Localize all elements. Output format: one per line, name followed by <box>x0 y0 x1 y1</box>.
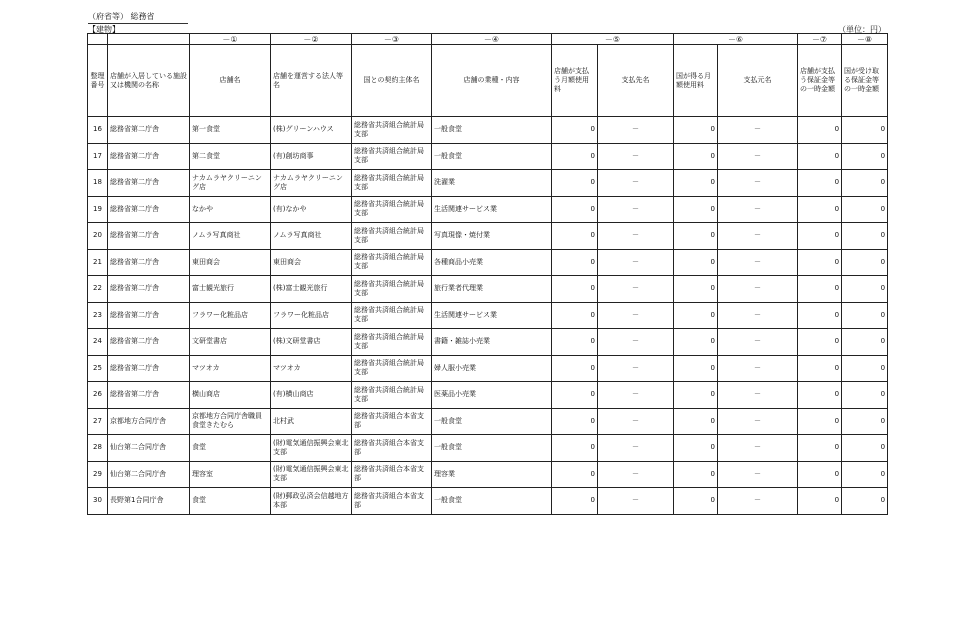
column-header: 整理番号 <box>88 45 108 117</box>
column-code <box>108 34 190 45</box>
cell-rent-received: 0 <box>674 382 718 409</box>
cell-business: 写真現像・焼付業 <box>432 223 552 250</box>
cell-business: 一般食堂 <box>432 435 552 462</box>
cell-contract: 総務省共済組合統計局支部 <box>352 302 432 329</box>
table-row <box>88 382 888 409</box>
cell-business: 生活関連サービス業 <box>432 196 552 223</box>
cell-contract: 総務省共済組合統計局支部 <box>352 249 432 276</box>
cell-business: 一般食堂 <box>432 488 552 515</box>
cell-facility: 総務省第二庁舎 <box>108 276 190 303</box>
cell-rent-received: 0 <box>674 488 718 515</box>
cell-business: 婦人服小売業 <box>432 355 552 382</box>
shop-table <box>87 33 888 515</box>
table-row <box>88 276 888 303</box>
cell-contract: 総務省共済組合統計局支部 <box>352 196 432 223</box>
cell-operator: (財)電気通信振興会東北支部 <box>271 461 352 488</box>
cell-payee: － <box>598 276 674 303</box>
cell-deposit-received: 0 <box>842 143 888 170</box>
cell-contract: 総務省共済組合統計局支部 <box>352 117 432 144</box>
cell-shop: 文研堂書店 <box>190 329 271 356</box>
cell-payee: － <box>598 117 674 144</box>
column-header: 店舗が支払う月額使用料 <box>552 45 598 117</box>
cell-payee: － <box>598 488 674 515</box>
cell-deposit-received: 0 <box>842 196 888 223</box>
cell-deposit-received: 0 <box>842 355 888 382</box>
column-code: －⑥ <box>674 34 798 45</box>
cell-no: 20 <box>88 223 108 250</box>
cell-contract: 総務省共済組合統計局支部 <box>352 143 432 170</box>
cell-payer: － <box>718 382 798 409</box>
cell-contract: 総務省共済組合本省支部 <box>352 408 432 435</box>
cell-no: 27 <box>88 408 108 435</box>
column-code <box>88 34 108 45</box>
cell-rent-received: 0 <box>674 435 718 462</box>
cell-shop: 第二食堂 <box>190 143 271 170</box>
cell-deposit-paid: 0 <box>798 223 842 250</box>
category-label: 【建物】 <box>88 25 120 34</box>
column-code: －③ <box>352 34 432 45</box>
cell-payee: － <box>598 461 674 488</box>
cell-deposit-paid: 0 <box>798 408 842 435</box>
cell-operator: (財)郵政弘済会信越地方本部 <box>271 488 352 515</box>
column-code: －⑦ <box>798 34 842 45</box>
cell-facility: 総務省第二庁舎 <box>108 143 190 170</box>
cell-payer: － <box>718 329 798 356</box>
cell-deposit-paid: 0 <box>798 143 842 170</box>
cell-no: 24 <box>88 329 108 356</box>
cell-rent-paid: 0 <box>552 408 598 435</box>
cell-contract: 総務省共済組合統計局支部 <box>352 329 432 356</box>
cell-payee: － <box>598 408 674 435</box>
table-row <box>88 302 888 329</box>
cell-facility: 仙台第二合同庁舎 <box>108 461 190 488</box>
cell-payer: － <box>718 408 798 435</box>
cell-shop: 東田商会 <box>190 249 271 276</box>
cell-payee: － <box>598 302 674 329</box>
cell-rent-received: 0 <box>674 170 718 197</box>
cell-no: 17 <box>88 143 108 170</box>
cell-rent-paid: 0 <box>552 117 598 144</box>
cell-contract: 総務省共済組合統計局支部 <box>352 382 432 409</box>
cell-no: 23 <box>88 302 108 329</box>
cell-no: 29 <box>88 461 108 488</box>
cell-facility: 京都地方合同庁舎 <box>108 408 190 435</box>
cell-shop: マツオカ <box>190 355 271 382</box>
cell-operator: 北村武 <box>271 408 352 435</box>
cell-deposit-paid: 0 <box>798 249 842 276</box>
cell-operator: (株)文研堂書店 <box>271 329 352 356</box>
cell-contract: 総務省共済組合統計局支部 <box>352 223 432 250</box>
cell-shop: ナカムラヤクリーニング店 <box>190 170 271 197</box>
cell-shop: 食堂 <box>190 435 271 462</box>
table-row <box>88 196 888 223</box>
column-header: 店舗が入居している施設又は機関の名称 <box>108 45 190 117</box>
cell-deposit-received: 0 <box>842 488 888 515</box>
column-header: 店舗名 <box>190 45 271 117</box>
cell-payee: － <box>598 249 674 276</box>
cell-no: 21 <box>88 249 108 276</box>
cell-operator: (財)電気通信振興会東北支部 <box>271 435 352 462</box>
cell-facility: 仙台第二合同庁舎 <box>108 435 190 462</box>
cell-deposit-received: 0 <box>842 302 888 329</box>
table-row <box>88 117 888 144</box>
cell-operator: (有)横山商店 <box>271 382 352 409</box>
cell-payer: － <box>718 276 798 303</box>
cell-rent-received: 0 <box>674 196 718 223</box>
cell-rent-received: 0 <box>674 249 718 276</box>
cell-no: 18 <box>88 170 108 197</box>
table-row <box>88 143 888 170</box>
cell-shop: フラワー化粧品店 <box>190 302 271 329</box>
cell-deposit-received: 0 <box>842 170 888 197</box>
cell-business: 生活関連サービス業 <box>432 302 552 329</box>
cell-operator: (株)富士観光旅行 <box>271 276 352 303</box>
cell-payee: － <box>598 196 674 223</box>
cell-facility: 総務省第二庁舎 <box>108 249 190 276</box>
cell-deposit-paid: 0 <box>798 302 842 329</box>
cell-contract: 総務省共済組合本省支部 <box>352 461 432 488</box>
cell-payer: － <box>718 461 798 488</box>
cell-payer: － <box>718 143 798 170</box>
column-code: －① <box>190 34 271 45</box>
cell-payer: － <box>718 355 798 382</box>
cell-payee: － <box>598 435 674 462</box>
cell-rent-paid: 0 <box>552 143 598 170</box>
cell-deposit-received: 0 <box>842 408 888 435</box>
cell-facility: 総務省第二庁舎 <box>108 329 190 356</box>
cell-shop: 理容室 <box>190 461 271 488</box>
table-row <box>88 329 888 356</box>
column-code: －④ <box>432 34 552 45</box>
unit-label: （単位：円） <box>838 25 886 34</box>
cell-facility: 総務省第二庁舎 <box>108 170 190 197</box>
cell-business: 医薬品小売業 <box>432 382 552 409</box>
cell-contract: 総務省共済組合統計局支部 <box>352 276 432 303</box>
cell-rent-received: 0 <box>674 355 718 382</box>
cell-payee: － <box>598 329 674 356</box>
cell-payer: － <box>718 117 798 144</box>
table-row <box>88 408 888 435</box>
cell-no: 28 <box>88 435 108 462</box>
cell-facility: 総務省第二庁舎 <box>108 302 190 329</box>
cell-operator: (株)グリーンハウス <box>271 117 352 144</box>
cell-deposit-paid: 0 <box>798 196 842 223</box>
table-row <box>88 249 888 276</box>
cell-facility: 総務省第二庁舎 <box>108 196 190 223</box>
cell-rent-paid: 0 <box>552 276 598 303</box>
cell-rent-received: 0 <box>674 408 718 435</box>
cell-operator: ナカムラヤクリーニング店 <box>271 170 352 197</box>
ministry-label: （府省等） 総務省 <box>88 11 188 24</box>
cell-rent-paid: 0 <box>552 435 598 462</box>
cell-business: 書籍・雑誌小売業 <box>432 329 552 356</box>
cell-deposit-received: 0 <box>842 276 888 303</box>
column-header: 店舗の業種・内容 <box>432 45 552 117</box>
cell-deposit-paid: 0 <box>798 117 842 144</box>
cell-shop: なかや <box>190 196 271 223</box>
cell-rent-paid: 0 <box>552 355 598 382</box>
cell-payee: － <box>598 382 674 409</box>
cell-shop: 富士観光旅行 <box>190 276 271 303</box>
cell-deposit-paid: 0 <box>798 355 842 382</box>
cell-rent-paid: 0 <box>552 249 598 276</box>
cell-deposit-received: 0 <box>842 223 888 250</box>
cell-rent-paid: 0 <box>552 196 598 223</box>
cell-rent-paid: 0 <box>552 461 598 488</box>
cell-deposit-received: 0 <box>842 329 888 356</box>
cell-no: 26 <box>88 382 108 409</box>
cell-shop: 京都地方合同庁舎職員食堂きたむら <box>190 408 271 435</box>
table-row <box>88 488 888 515</box>
cell-shop: ノムラ写真商社 <box>190 223 271 250</box>
cell-payer: － <box>718 170 798 197</box>
cell-contract: 総務省共済組合統計局支部 <box>352 170 432 197</box>
cell-business: 旅行業者代理業 <box>432 276 552 303</box>
cell-no: 19 <box>88 196 108 223</box>
column-code-row <box>88 34 888 45</box>
cell-no: 30 <box>88 488 108 515</box>
column-header: 支払元名 <box>718 45 798 117</box>
table-row <box>88 223 888 250</box>
cell-contract: 総務省共済組合本省支部 <box>352 435 432 462</box>
table-row <box>88 435 888 462</box>
cell-payer: － <box>718 435 798 462</box>
cell-operator: マツオカ <box>271 355 352 382</box>
cell-contract: 総務省共済組合本省支部 <box>352 488 432 515</box>
cell-deposit-paid: 0 <box>798 488 842 515</box>
cell-business: 理容業 <box>432 461 552 488</box>
cell-business: 一般食堂 <box>432 143 552 170</box>
cell-business: 一般食堂 <box>432 408 552 435</box>
cell-no: 22 <box>88 276 108 303</box>
column-header: 支払先名 <box>598 45 674 117</box>
column-code: －⑧ <box>842 34 888 45</box>
cell-deposit-paid: 0 <box>798 435 842 462</box>
cell-payer: － <box>718 223 798 250</box>
cell-rent-received: 0 <box>674 143 718 170</box>
cell-rent-received: 0 <box>674 276 718 303</box>
cell-deposit-received: 0 <box>842 461 888 488</box>
cell-payee: － <box>598 170 674 197</box>
cell-facility: 総務省第二庁舎 <box>108 223 190 250</box>
cell-shop: 食堂 <box>190 488 271 515</box>
column-header: 国が受け取る保証金等の一時金額 <box>842 45 888 117</box>
table-row <box>88 461 888 488</box>
cell-operator: (有)なかや <box>271 196 352 223</box>
cell-operator: フラワー化粧品店 <box>271 302 352 329</box>
cell-payer: － <box>718 196 798 223</box>
cell-rent-paid: 0 <box>552 382 598 409</box>
cell-rent-received: 0 <box>674 329 718 356</box>
cell-deposit-paid: 0 <box>798 276 842 303</box>
cell-deposit-received: 0 <box>842 249 888 276</box>
cell-rent-received: 0 <box>674 223 718 250</box>
cell-payer: － <box>718 302 798 329</box>
cell-payer: － <box>718 249 798 276</box>
cell-shop: 第一食堂 <box>190 117 271 144</box>
cell-facility: 長野第1合同庁舎 <box>108 488 190 515</box>
cell-operator: ノムラ写真商社 <box>271 223 352 250</box>
cell-operator: (有)創坊商事 <box>271 143 352 170</box>
cell-payee: － <box>598 355 674 382</box>
cell-rent-paid: 0 <box>552 170 598 197</box>
column-header: 国との契約主体名 <box>352 45 432 117</box>
cell-facility: 総務省第二庁舎 <box>108 355 190 382</box>
cell-rent-paid: 0 <box>552 488 598 515</box>
cell-no: 16 <box>88 117 108 144</box>
cell-deposit-received: 0 <box>842 435 888 462</box>
cell-payee: － <box>598 223 674 250</box>
column-header: 店舗が支払う保証金等の一時金額 <box>798 45 842 117</box>
cell-payer: － <box>718 488 798 515</box>
cell-facility: 総務省第二庁舎 <box>108 117 190 144</box>
cell-deposit-received: 0 <box>842 382 888 409</box>
cell-no: 25 <box>88 355 108 382</box>
cell-deposit-paid: 0 <box>798 461 842 488</box>
column-header-row <box>88 45 888 117</box>
cell-contract: 総務省共済組合統計局支部 <box>352 355 432 382</box>
cell-rent-received: 0 <box>674 302 718 329</box>
column-header: 店舗を運営する法人等名 <box>271 45 352 117</box>
cell-rent-paid: 0 <box>552 223 598 250</box>
table-row <box>88 170 888 197</box>
cell-rent-paid: 0 <box>552 302 598 329</box>
cell-operator: 東田商会 <box>271 249 352 276</box>
cell-business: 洗濯業 <box>432 170 552 197</box>
cell-facility: 総務省第二庁舎 <box>108 382 190 409</box>
table-body <box>88 117 888 515</box>
cell-rent-received: 0 <box>674 117 718 144</box>
column-code: －⑤ <box>552 34 674 45</box>
cell-business: 各種商品小売業 <box>432 249 552 276</box>
cell-rent-received: 0 <box>674 461 718 488</box>
cell-shop: 横山商店 <box>190 382 271 409</box>
cell-rent-paid: 0 <box>552 329 598 356</box>
cell-deposit-paid: 0 <box>798 329 842 356</box>
column-code: －② <box>271 34 352 45</box>
table-row <box>88 355 888 382</box>
cell-deposit-paid: 0 <box>798 382 842 409</box>
cell-payee: － <box>598 143 674 170</box>
cell-deposit-received: 0 <box>842 117 888 144</box>
column-header: 国が得る月額使用料 <box>674 45 718 117</box>
cell-deposit-paid: 0 <box>798 170 842 197</box>
cell-business: 一般食堂 <box>432 117 552 144</box>
